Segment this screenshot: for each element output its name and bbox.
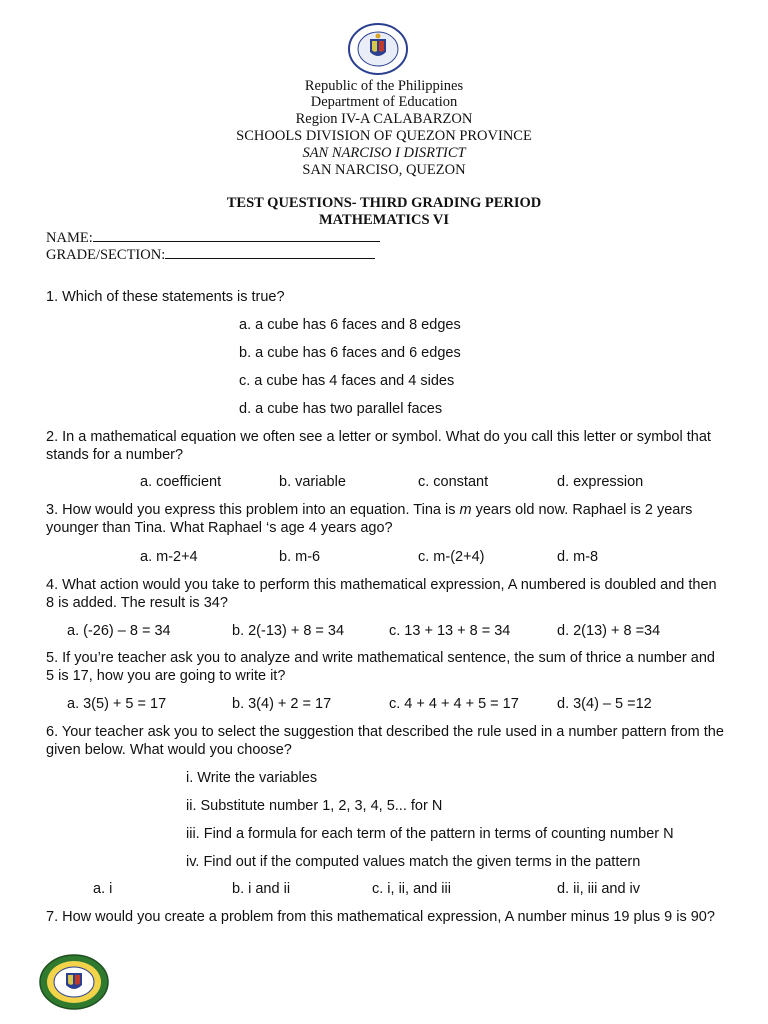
- q4-option-c[interactable]: c. 13 + 13 + 8 = 34: [389, 623, 511, 639]
- q1-option-c[interactable]: c. a cube has 4 faces and 4 sides: [239, 373, 455, 389]
- question-5: 5. If you’re teacher ask you to analyze and write mathematical sentence, the sum of thrice a number and 5 is 17, how you are going to write it?: [46, 650, 715, 684]
- q2-option-d[interactable]: d. expression: [557, 474, 644, 490]
- q6-option-b[interactable]: b. i and ii: [232, 881, 291, 897]
- q5-option-d[interactable]: d. 3(4) – 5 =12: [557, 696, 652, 712]
- q2-option-c[interactable]: c. constant: [418, 474, 489, 490]
- question-4: 4. What action would you take to perform this mathematical expression, A numbered is doubled and then 8 is added. The result is 34?: [46, 577, 717, 611]
- header-municipality: SAN NARCISO, QUEZON: [302, 162, 466, 178]
- q2-option-b[interactable]: b. variable: [279, 474, 346, 490]
- header-republic: Republic of the Philippines: [304, 78, 464, 94]
- test-title: TEST QUESTIONS- THIRD GRADING PERIOD: [226, 195, 542, 211]
- question-6: 6. Your teacher ask you to select the suggestion that described the rule used in a number pattern from the given below. What would you choose?: [46, 724, 724, 758]
- q3-option-b[interactable]: b. m-6: [279, 549, 321, 565]
- q3-option-c[interactable]: c. m-(2+4): [418, 549, 485, 565]
- deped-seal-bottom: [38, 953, 110, 1011]
- q3-text-start: 3. How would you express this problem into an equation. Tina is: [46, 502, 460, 518]
- grade-section-label: GRADE/SECTION:: [46, 247, 166, 263]
- subject-title: MATHEMATICS VI: [318, 212, 450, 228]
- q6-option-c[interactable]: c. i, ii, and iii: [372, 881, 451, 897]
- q1-option-d[interactable]: d. a cube has two parallel faces: [239, 401, 443, 417]
- q4-option-d[interactable]: d. 2(13) + 8 =34: [557, 623, 661, 639]
- q6-option-a[interactable]: a. i: [93, 881, 113, 897]
- deped-seal-top: [346, 22, 410, 76]
- question-1: 1. Which of these statements is true?: [46, 289, 285, 305]
- q2-option-a[interactable]: a. coefficient: [140, 474, 222, 490]
- q6-step-1: i. Write the variables: [186, 770, 318, 786]
- q6-step-4: iv. Find out if the computed values match the given terms in the pattern: [186, 854, 641, 870]
- q3-variable: m: [459, 502, 472, 518]
- header-region: Region IV-A CALABARZON: [295, 111, 473, 127]
- grade-section-field[interactable]: [46, 245, 375, 264]
- q3-option-d[interactable]: d. m-8: [557, 549, 599, 565]
- q4-option-b[interactable]: b. 2(-13) + 8 = 34: [232, 623, 345, 639]
- header-department: Department of Education: [310, 94, 458, 110]
- q1-option-b[interactable]: b. a cube has 6 faces and 6 edges: [239, 345, 461, 361]
- q3-option-a[interactable]: a. m-2+4: [140, 549, 198, 565]
- header-district: SAN NARCISO I DISRTICT: [302, 145, 466, 161]
- q3-text-end: years old now. Raphael is 2 years younger than Tina. What Raphael ‘s age 4 years ago?: [46, 502, 693, 536]
- question-7: 7. How would you create a problem from this mathematical expression, A number minus 19 plus 9 is 90?: [46, 909, 715, 925]
- q6-step-3: iii. Find a formula for each term of the pattern in terms of counting number N: [186, 826, 674, 842]
- q5-option-a[interactable]: a. 3(5) + 5 = 17: [67, 696, 167, 712]
- name-label: NAME:: [46, 230, 93, 246]
- header-division: SCHOOLS DIVISION OF QUEZON PROVINCE: [236, 128, 532, 144]
- q1-option-a[interactable]: a. a cube has 6 faces and 8 edges: [239, 317, 461, 333]
- q5-option-b[interactable]: b. 3(4) + 2 = 17: [232, 696, 332, 712]
- q6-step-2: ii. Substitute number 1, 2, 3, 4, 5... for N: [186, 798, 443, 814]
- q4-option-a[interactable]: a. (-26) – 8 = 34: [67, 623, 171, 639]
- q5-option-c[interactable]: c. 4 + 4 + 4 + 5 = 17: [389, 696, 519, 712]
- grade-section-blank[interactable]: [165, 245, 375, 259]
- question-2: 2. In a mathematical equation we often see a letter or symbol. What do you call this letter or symbol that stands for a number?: [46, 429, 711, 463]
- question-3: [46, 501, 726, 537]
- q6-option-d[interactable]: d. ii, iii and iv: [557, 881, 641, 897]
- name-blank[interactable]: [93, 228, 380, 242]
